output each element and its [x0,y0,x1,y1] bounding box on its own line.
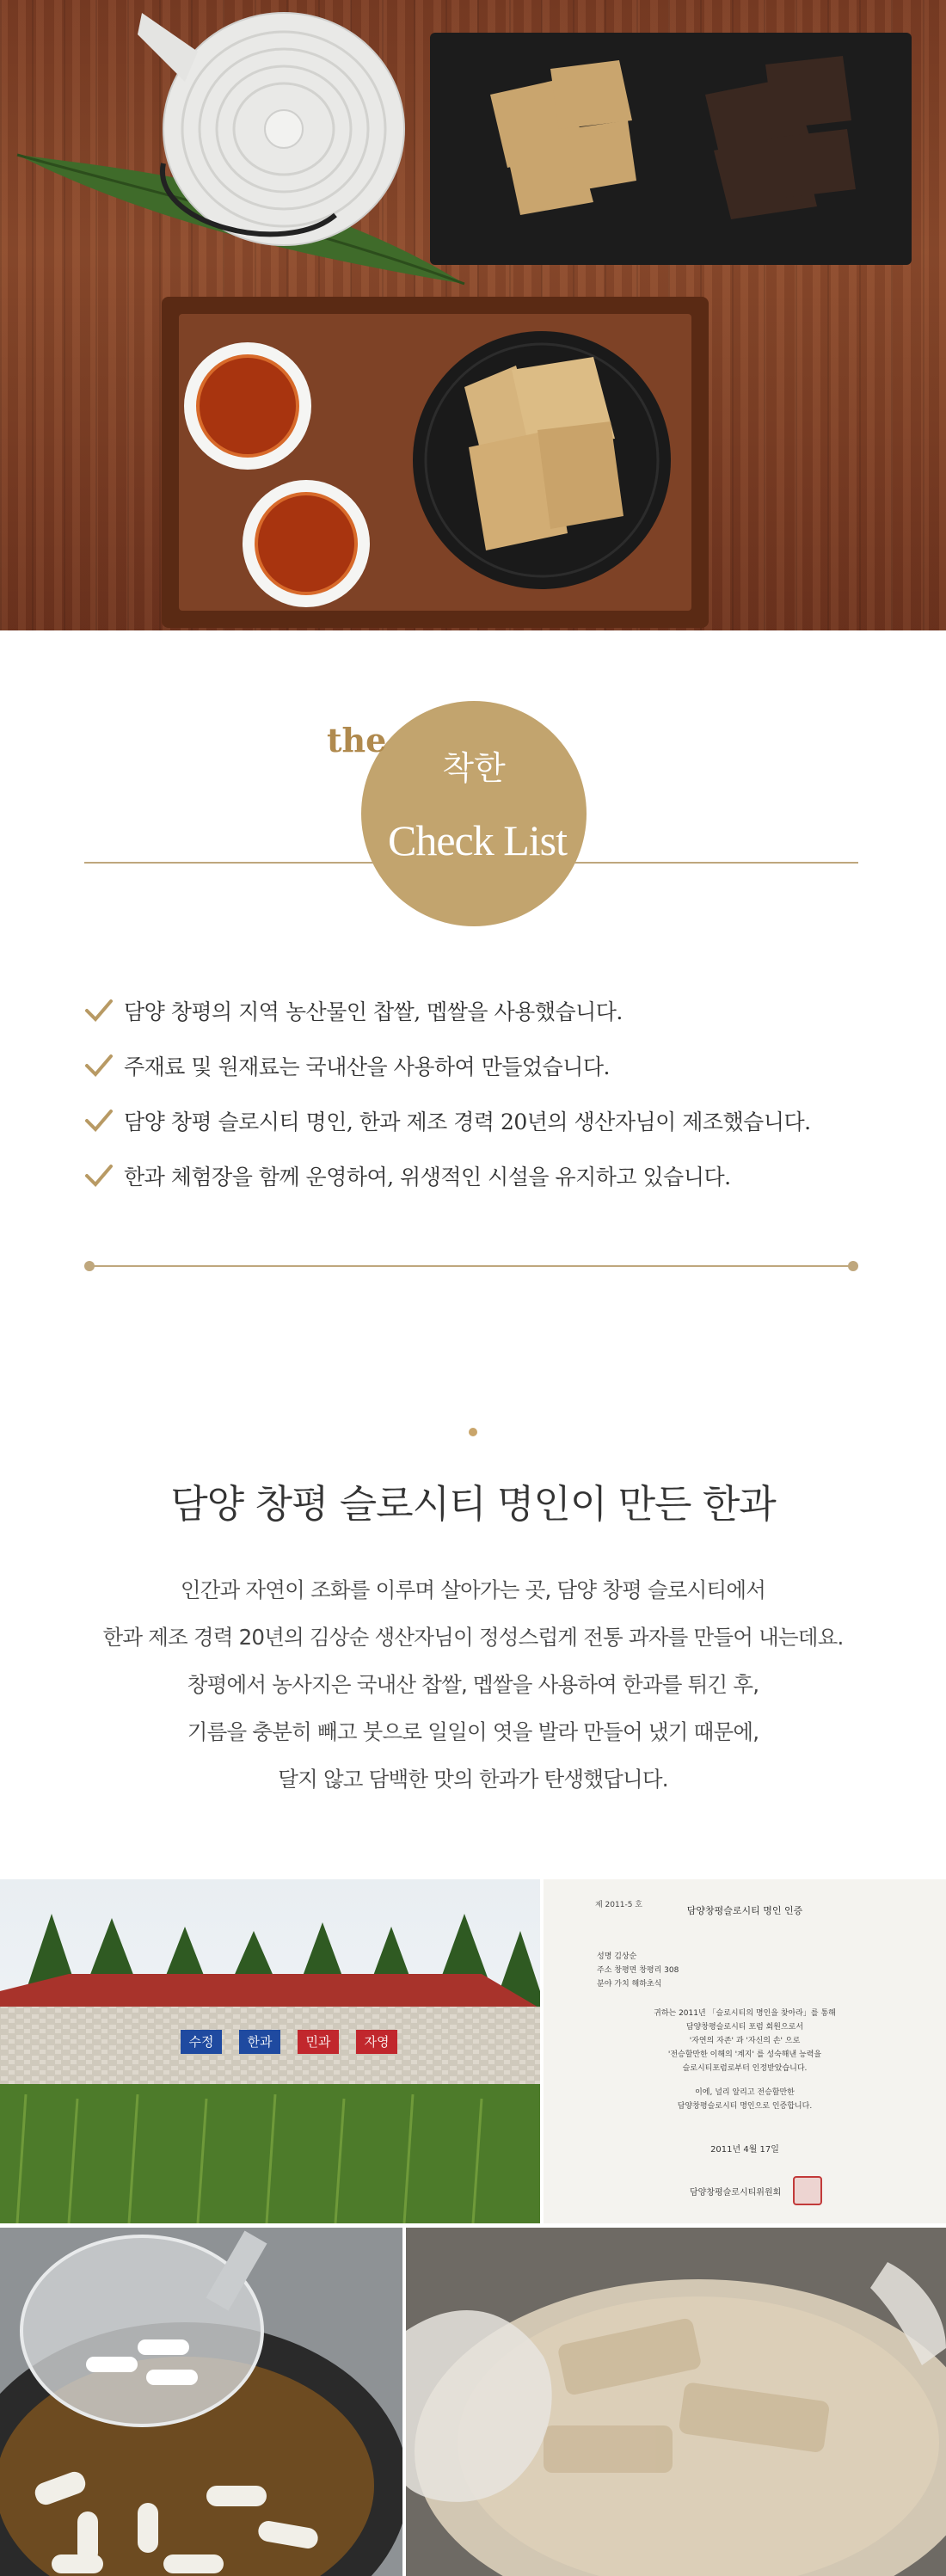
intro-paragraph-line: 기름을 충분히 빼고 붓으로 일일이 엿을 발라 만들어 냈기 때문에, [187,1719,759,1744]
checklist-item [84,1104,875,1138]
certificate-line: 담양창평슬로시티 포럼 회원으로서 [685,2023,804,2032]
intro-paragraph-line: 한과 제조 경력 20년의 김상순 생산자님이 정성스럽게 전통 과자를 만들어 내는데요. [102,1625,844,1650]
workshop-building-photo [0,1879,540,2223]
checklist-item-text: 담양 창평 슬로시티 명인, 한과 제조 경력 20년의 생산자님이 제조했습니다. [124,1110,811,1134]
certificate-spacer [544,2075,946,2086]
checklist-item [84,1159,875,1193]
section-dot [469,1428,477,1436]
badge-prefix: the [327,721,387,759]
certificate-line: 담양창평슬로시티 명인으로 인증합니다. [677,2102,813,2111]
certificate-line: 귀하는 2011년 「슬로시티의 명인을 찾아라」를 통해 [654,2009,836,2018]
badge-subtitle: Check List [387,816,568,864]
intro-paragraph-line: 달지 않고 담백한 맛의 한과가 탄생했답니다. [278,1767,668,1792]
certificate-photo [544,1879,946,2223]
certificate-line: '전승할만한 이해의 '계지' 를 성숙해낸 능력을 [667,2050,822,2059]
certificate-fields [597,1950,679,1991]
certificate-date: 2011년 4월 17일 [710,2145,779,2155]
line-dot-right [848,1261,858,1271]
checklist-item-text: 주재료 및 원재료는 국내산을 사용하여 만들었습니다. [124,1054,610,1079]
checklist-badge [361,701,587,926]
certificate-line: 이에, 널리 알리고 전승할만한 [695,2088,795,2097]
certificate-issuer: 담양창평슬로시티위원회 [690,2188,782,2198]
certificate-line: 슬로시티포럼로부터 인정받았습니다. [682,2064,808,2073]
line-dot-left [84,1261,95,1271]
checklist-item [84,1048,875,1083]
check-icon [84,1054,114,1078]
check-icon [84,999,114,1023]
hangwa-plate-icon [413,331,671,589]
hero-image [0,0,946,630]
checklist-bottom-line [89,1265,853,1267]
certificate-field: 분야 가치 해하초식 [597,1980,662,1989]
building-sign: 수정 [188,2034,214,2050]
badge-title: 착한 [442,749,506,787]
certificate-number: 제 2011-5 호 [595,1901,642,1909]
check-icon [84,1109,114,1133]
coating-puffed-rice-photo [406,2228,946,2576]
building-sign: 자영 [364,2034,390,2050]
seal-icon [793,2176,822,2205]
certificate-line: '자연의 자존' 과 '자신의 손' 으로 [689,2037,801,2045]
section-heading: 담양 창평 슬로시티 명인이 만든 한과 [170,1481,776,1527]
building-sign: 민과 [305,2034,331,2050]
checklist-item [84,993,875,1028]
intro-paragraph-line: 창평에서 농사지은 국내산 찹쌀, 멥쌀을 사용하여 한과를 튀긴 후, [187,1672,759,1697]
certificate-field: 주소 창평면 창평리 308 [597,1966,679,1975]
check-icon [84,1164,114,1188]
checklist-item-text: 한과 체험장을 함께 운영하여, 위생적인 시설을 유지하고 있습니다. [124,1165,731,1190]
checklist-item-text: 담양 창평의 지역 농산물인 찹쌀, 멥쌀을 사용했습니다. [124,999,623,1024]
certificate-title: 담양창평슬로시티 명인 인증 [686,1905,803,1916]
hero-illustration [0,0,946,630]
building-sign: 한과 [247,2034,273,2050]
certificate-field: 성명 김상순 [597,1952,637,1961]
frying-rice-cakes-photo [0,2228,402,2576]
certificate-body [544,2007,946,2113]
intro-paragraph-line: 인간과 자연이 조화를 이루며 살아가는 곳, 담양 창평 슬로시티에서 [180,1577,766,1602]
